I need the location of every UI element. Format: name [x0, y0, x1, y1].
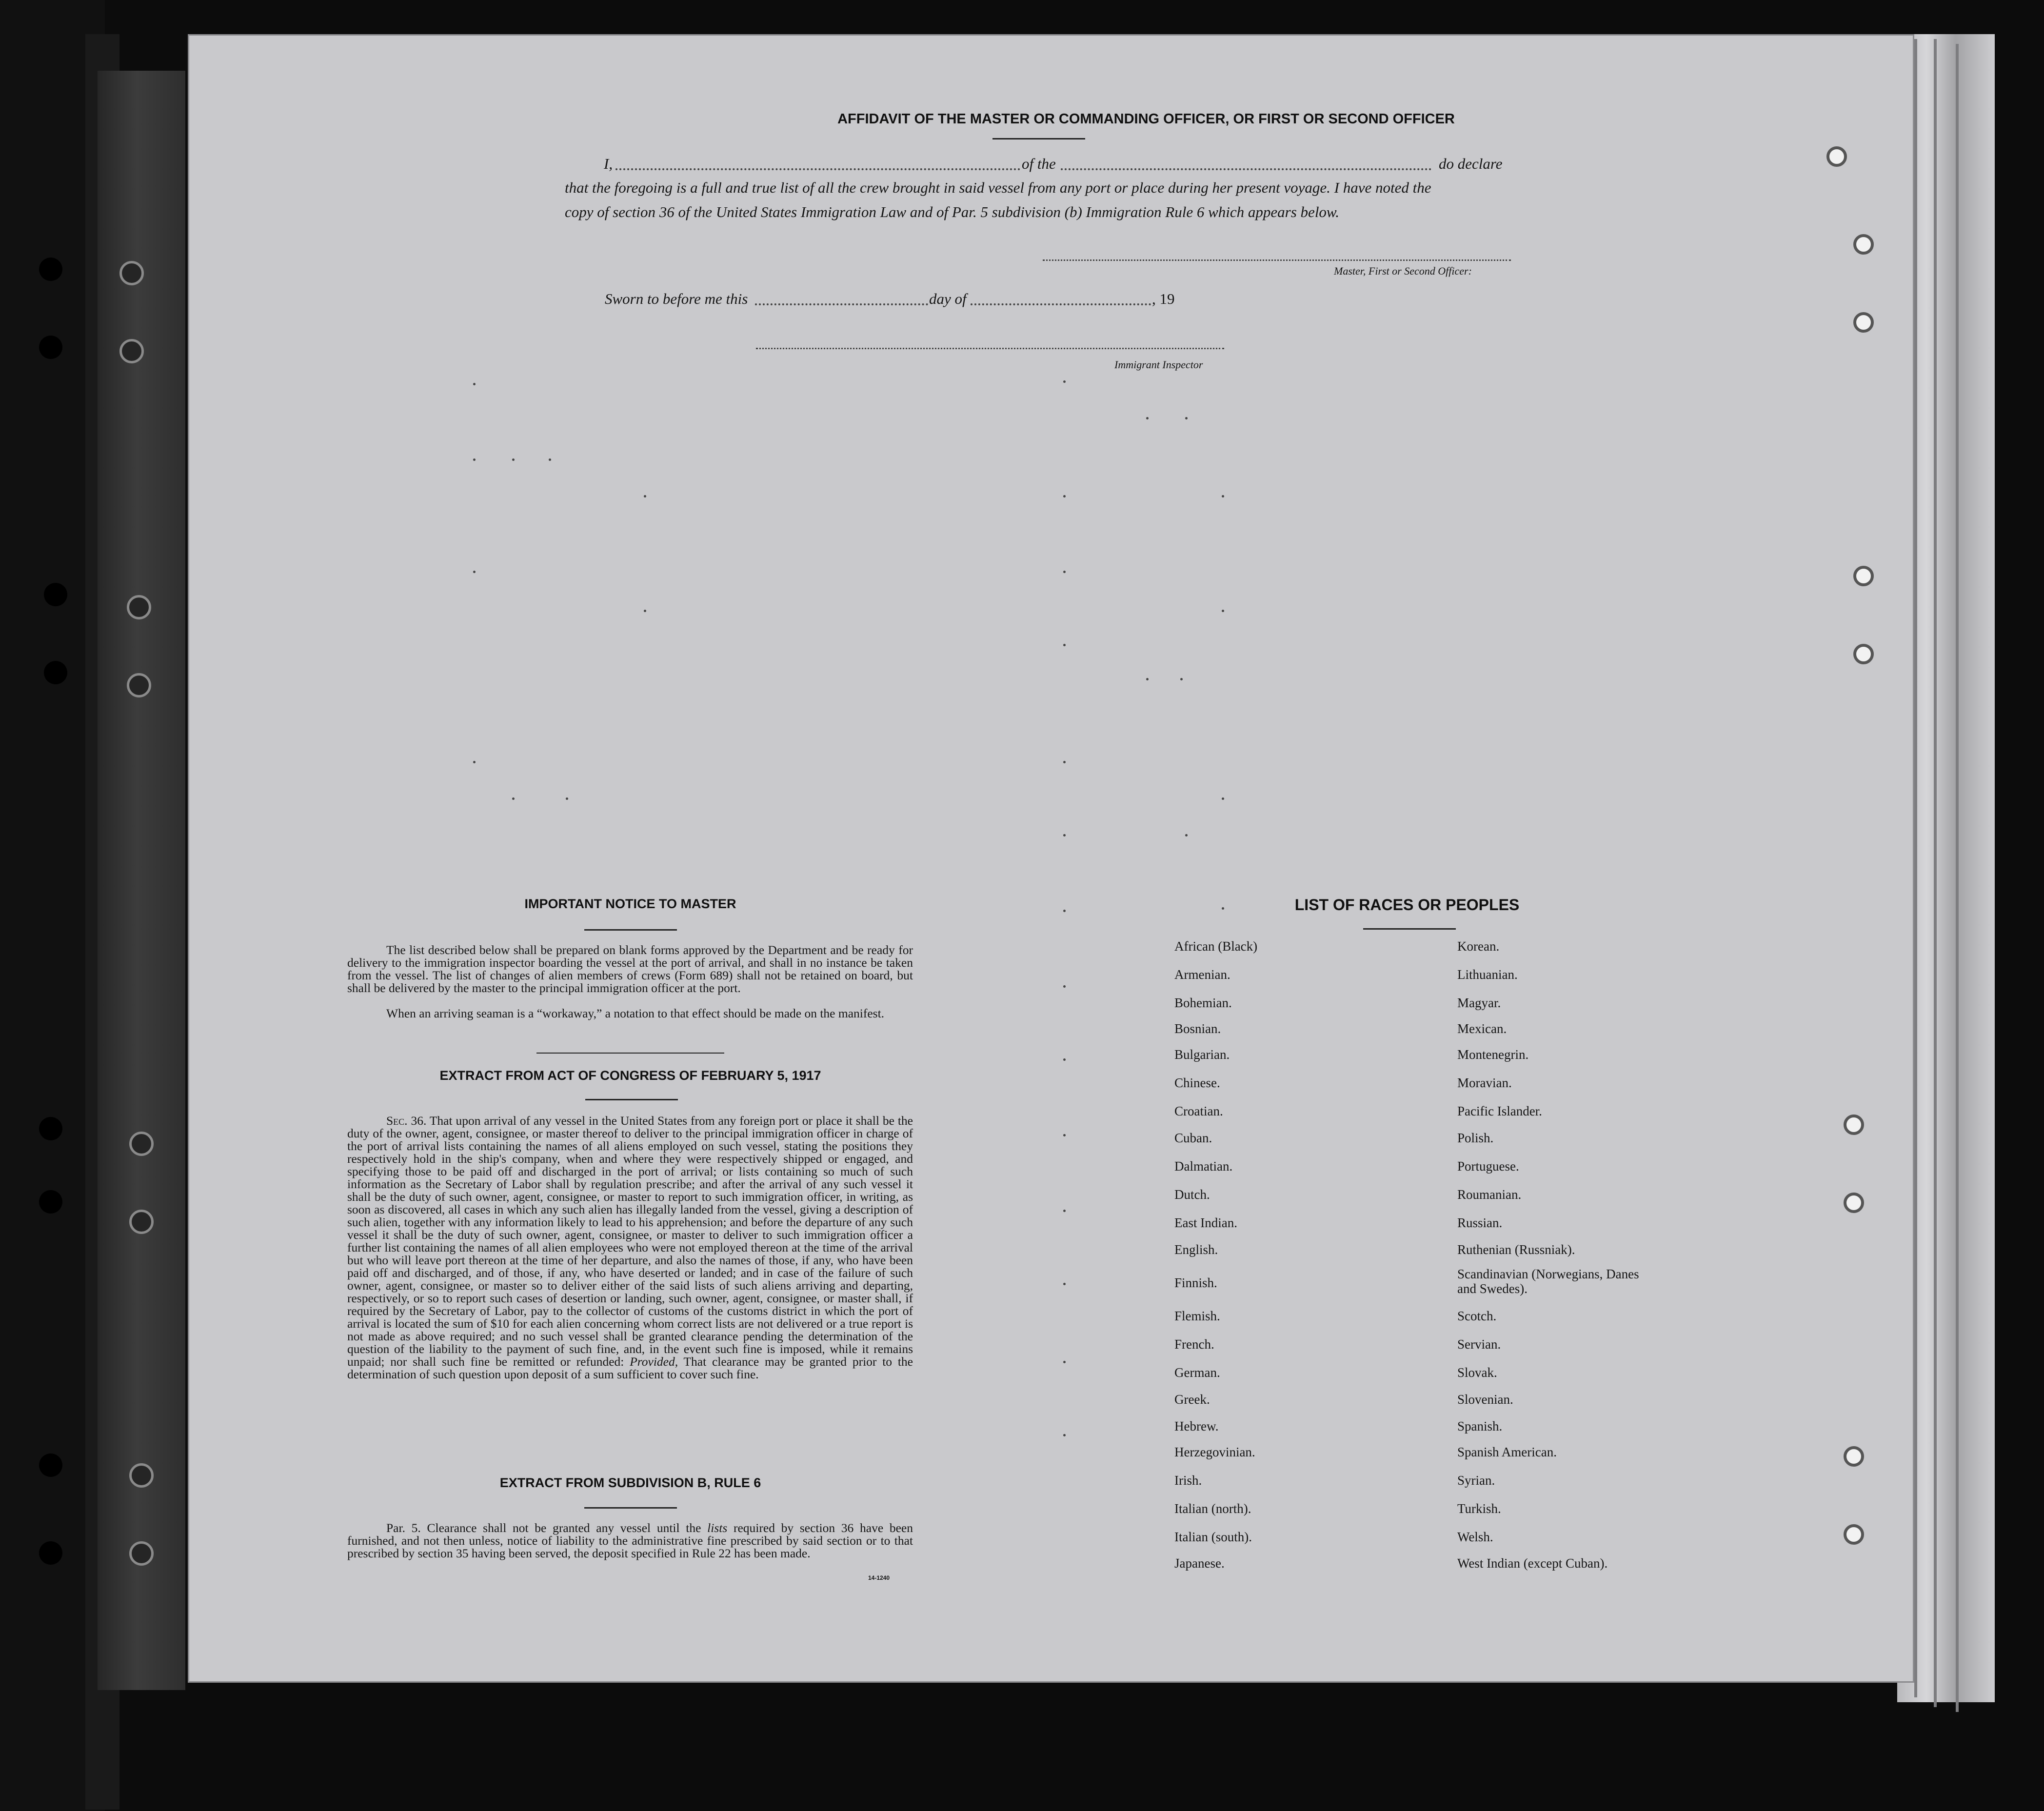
- lists-word: lists: [707, 1521, 728, 1535]
- form-code: 14-1240: [868, 1574, 890, 1581]
- sworn-label: Sworn to before me this: [605, 290, 748, 307]
- race-item: Slovenian.: [1457, 1392, 1513, 1407]
- race-item: Montenegrin.: [1457, 1047, 1529, 1062]
- race-item: Spanish.: [1457, 1419, 1503, 1433]
- page-hole-icon: [1853, 644, 1874, 664]
- race-item: Scandinavian (Norwegians, Danes and Swedes).: [1457, 1267, 1639, 1296]
- notice-separator: [536, 1053, 724, 1054]
- extract-rule-title: EXTRACT FROM SUBDIVISION B, RULE 6: [499, 1475, 761, 1490]
- binder-ring-icon: [119, 339, 144, 363]
- affidavit-line-2: that the foregoing is a full and true list of all the crew brought in said vessel from any port or place during her present voyage. I have noted the: [565, 179, 1431, 196]
- race-item: West Indian (except Cuban).: [1457, 1556, 1608, 1571]
- race-item: Italian (north).: [1174, 1501, 1251, 1516]
- sworn-month-field[interactable]: [971, 303, 1151, 305]
- affidavit-i-label: I,: [604, 155, 613, 172]
- race-item: Polish.: [1457, 1131, 1494, 1145]
- binder-ring-icon: [119, 261, 144, 285]
- extract-rule-rule: [584, 1507, 677, 1509]
- race-item: Portuguese.: [1457, 1159, 1519, 1174]
- race-item: French.: [1174, 1337, 1214, 1352]
- race-item: Japanese.: [1174, 1556, 1225, 1571]
- race-item: Pacific Islander.: [1457, 1104, 1542, 1118]
- page-hole-icon: [1844, 1193, 1864, 1213]
- page-hole-icon: [1853, 312, 1874, 333]
- binder-hole-icon: [39, 1541, 62, 1565]
- year-label: , 19: [1152, 290, 1175, 307]
- binder-hole-icon: [39, 1453, 62, 1477]
- race-item: Ruthenian (Russniak).: [1457, 1242, 1575, 1257]
- race-item: Dutch.: [1174, 1187, 1210, 1202]
- race-item: Bohemian.: [1174, 995, 1232, 1010]
- race-item: German.: [1174, 1365, 1220, 1380]
- page-left-margin-strip: [98, 71, 185, 1690]
- title-rule: [992, 138, 1085, 139]
- race-item: Irish.: [1174, 1473, 1202, 1488]
- binder-hole-icon: [39, 336, 62, 359]
- race-item: Slovak.: [1457, 1365, 1497, 1380]
- race-item: Flemish.: [1174, 1309, 1220, 1323]
- affidavit-of-the-label: of the: [1022, 155, 1056, 172]
- binder-hole-icon: [39, 1190, 62, 1214]
- race-item: Welsh.: [1457, 1530, 1493, 1544]
- page-edge-line: [1934, 39, 1937, 1707]
- race-item: Greek.: [1174, 1392, 1210, 1407]
- par5-text-b: required by section 36 have been furnished, and not then unless, notice of liability to the administrative fine prescribed by said section or to that prescribed by section 35 having been served, the deposit specified in Rule 22 has been made.: [347, 1521, 913, 1560]
- notice-paragraph-2: When an arriving seaman is a “workaway,” a notation to that effect should be made on the manifest.: [386, 1006, 885, 1020]
- inspector-label: Immigrant Inspector: [1114, 358, 1203, 371]
- race-item: East Indian.: [1174, 1215, 1237, 1230]
- page-hole-icon: [1853, 566, 1874, 586]
- affidavit-line-3: copy of section 36 of the United States Immigration Law and of Par. 5 subdivision (b) Immigration Rule 6 which appears below.: [565, 203, 1340, 220]
- page-hole-icon: [1844, 1446, 1864, 1467]
- race-item: Chinese.: [1174, 1075, 1220, 1090]
- race-item: Korean.: [1457, 939, 1500, 954]
- binder-ring-icon: [127, 595, 151, 619]
- page-hole-icon: [1844, 1114, 1864, 1135]
- page-hole-icon: [1844, 1524, 1864, 1545]
- race-item: Italian (south).: [1174, 1530, 1252, 1544]
- form-page: [188, 34, 1914, 1683]
- race-item: Spanish American.: [1457, 1445, 1557, 1459]
- binder-hole-icon: [39, 258, 62, 281]
- page-edge-line: [1914, 39, 1917, 1697]
- section-36-end: That clearance may be granted prior to the determination of such question upon deposit of a sum sufficient to cover such fine.: [347, 1354, 913, 1381]
- binder-ring-icon: [129, 1463, 154, 1488]
- race-item: Roumanian.: [1457, 1187, 1522, 1202]
- race-item: Turkish.: [1457, 1501, 1501, 1516]
- notice-paragraph-1: The list described below shall be prepared on blank forms approved by the Department and be ready for delivery to the immigration inspector boarding the vessel at the port of arrival, and shall in no instance be taken from the vessel. The list of changes of alien members of crews (Form 689) shall not be retained on board, but shall be delivered by the master to the principal immigration officer at the port.: [347, 943, 913, 995]
- race-item: English.: [1174, 1242, 1218, 1257]
- race-item: Magyar.: [1457, 995, 1501, 1010]
- binder-hole-icon: [44, 661, 67, 684]
- extract-act-title: EXTRACT FROM ACT OF CONGRESS OF FEBRUARY 5, 1917: [439, 1068, 821, 1083]
- race-item: Armenian.: [1174, 967, 1230, 982]
- page-edge-line: [1956, 44, 1959, 1712]
- section-36-body: That upon arrival of any vessel in the United States from any foreign port or place it shall be the duty of the owner, agent, consignee, or master thereof to deliver to the principal immigration officer in charge of the port of arrival lists containing the names of all aliens employed on such vessel, stating the positions they respectively hold in the ship's company, when and where they were respectively shipped or engaged, and specifying those to be paid off and discharged in the port of arrival; or lists containing so much of such information as the Secretary of Labor shall by regulation prescribe; and after the arrival of any such vessel it shall be the duty of such owner, agent, consignee, or master to report to such immigration officer, in writing, as soon as discovered, all cases in which any such alien has illegally landed from the vessel, giving a description of such alien, together with any information likely to lead to his apprehension; and before the departure of any such vessel it shall be the duty of such owner, agent, consignee, or master to deliver to such immigration officer a further list containing the names of all alien employees who were not employed thereon at the time of the arrival but who will leave port thereon at the time of her departure, and also the names of those, if any, who have been paid off and discharged, and of those, if any, who have deserted or landed; and in case of the failure of such owner, agent, consignee, or master so to deliver either of the said lists of such aliens arriving and departing, respectively, or so to report such cases of desertion or landing, such owner, agent, consignee, or master shall, if required by the Secretary of Labor, pay to the collector of customs of the customs district in which the port of arrival is located the sum of $10 for each alien concerning whom correct lists are not delivered or a true report is not made as above required; and no such vessel shall be granted clearance pending the determination of the question of the liability to the payment of such fine, and, in the event such fine is imposed, while it remains unpaid; nor shall such fine be remitted or refunded:: [347, 1114, 913, 1369]
- page-hole-icon: [1853, 234, 1874, 255]
- race-item: Russian.: [1457, 1215, 1503, 1230]
- provided-word: Provided,: [630, 1354, 678, 1369]
- page-hole-icon: [1826, 146, 1847, 167]
- binder-ring-icon: [129, 1132, 154, 1156]
- race-item: Croatian.: [1174, 1104, 1223, 1118]
- race-item: Hebrew.: [1174, 1419, 1219, 1433]
- races-title: LIST OF RACES OR PEOPLES: [1294, 896, 1520, 914]
- race-item: African (Black): [1174, 939, 1258, 954]
- extract-rule-text: [347, 1522, 913, 1560]
- master-name-field[interactable]: [615, 168, 1020, 170]
- race-item: Dalmatian.: [1174, 1159, 1233, 1174]
- race-item: Cuban.: [1174, 1131, 1212, 1145]
- race-item: Moravian.: [1457, 1075, 1512, 1090]
- race-item: Herzegovinian.: [1174, 1445, 1255, 1459]
- notice-rule: [584, 929, 677, 931]
- binder-hole-icon: [44, 583, 67, 606]
- race-item: Bosnian.: [1174, 1021, 1221, 1036]
- extract-act-text: [347, 1114, 913, 1381]
- race-item: Scotch.: [1457, 1309, 1497, 1323]
- race-item: Bulgarian.: [1174, 1047, 1230, 1062]
- sworn-day-field[interactable]: [755, 303, 928, 305]
- races-rule: [1363, 928, 1456, 930]
- race-item: Syrian.: [1457, 1473, 1495, 1488]
- master-signature-label: Master, First or Second Officer:: [1334, 265, 1472, 277]
- affidavit-do-declare-label: do declare: [1439, 155, 1503, 172]
- binder-ring-icon: [127, 673, 151, 697]
- binder-hole-icon: [39, 1117, 62, 1140]
- affidavit-title: AFFIDAVIT OF THE MASTER OR COMMANDING OFFICER, OR FIRST OR SECOND OFFICER: [837, 111, 1455, 127]
- day-of-label: day of: [929, 290, 967, 307]
- par5-text-a: Par. 5. Clearance shall not be granted any vessel until the: [386, 1521, 701, 1535]
- binder-ring-icon: [129, 1541, 154, 1566]
- master-signature-field[interactable]: [1043, 259, 1511, 261]
- notice-title: IMPORTANT NOTICE TO MASTER: [524, 896, 736, 911]
- race-item: Servian.: [1457, 1337, 1501, 1352]
- inspector-signature-field[interactable]: [756, 348, 1224, 349]
- vessel-name-field[interactable]: [1061, 168, 1431, 170]
- section-label: Sec. 36.: [386, 1114, 427, 1128]
- race-item: Finnish.: [1174, 1275, 1217, 1290]
- race-item: Mexican.: [1457, 1021, 1507, 1036]
- extract-act-rule: [585, 1099, 678, 1100]
- race-item: Lithuanian.: [1457, 967, 1518, 982]
- binder-ring-icon: [129, 1210, 154, 1234]
